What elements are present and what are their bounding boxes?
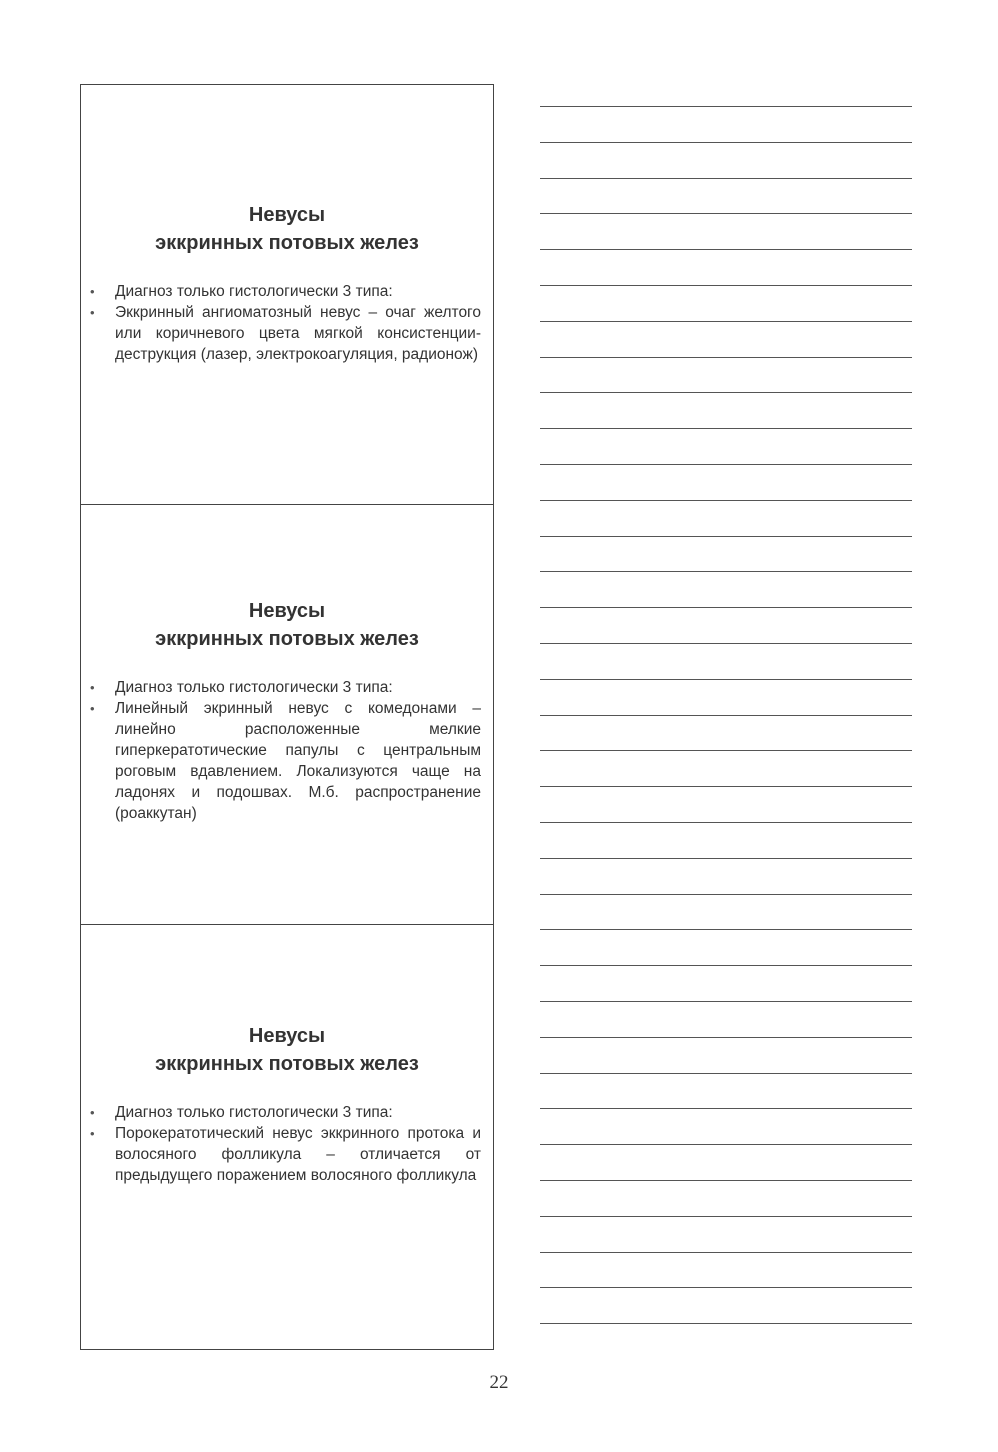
note-line <box>540 1144 912 1145</box>
bullet-text: Диагноз только гистологически 3 типа: <box>115 1104 393 1121</box>
bullet-item <box>87 1123 481 1186</box>
note-line <box>540 321 912 322</box>
note-line <box>540 1216 912 1217</box>
bullet-text: Линейный экринный невус с комедонами – линейно расположенные мелкие гиперкератотические папулы с центральным роговым вдавлением. Локализуются чаще на ладонях и подошвах. М.б. распространение (роаккутан) <box>115 700 481 822</box>
note-line <box>540 106 912 107</box>
note-line <box>540 786 912 787</box>
bullet-icon: • <box>90 1105 95 1120</box>
note-line <box>540 464 912 465</box>
note-line <box>540 428 912 429</box>
note-line <box>540 392 912 393</box>
note-line <box>540 571 912 572</box>
slide-title <box>81 201 493 257</box>
note-line <box>540 715 912 716</box>
note-line <box>540 858 912 859</box>
note-line <box>540 822 912 823</box>
bullet-list <box>87 677 481 824</box>
note-line <box>540 178 912 179</box>
note-line <box>540 750 912 751</box>
bullet-list <box>87 281 481 365</box>
bullet-icon: • <box>90 701 95 716</box>
note-line <box>540 679 912 680</box>
bullet-item <box>87 1102 481 1123</box>
slide-title-line-1: Невусы <box>248 1025 326 1047</box>
bullet-text: Диагноз только гистологически 3 типа: <box>115 283 393 300</box>
slide-title-line-2: эккринных потовых желез <box>155 232 419 254</box>
note-line <box>540 1073 912 1074</box>
bullet-text: Эккринный ангиоматозный невус – очаг желтого или коричневого цвета мягкой консистенции-деструкция (лазер, электрокоагуляция, радионож) <box>115 304 481 363</box>
note-line <box>540 1180 912 1181</box>
note-line <box>540 536 912 537</box>
slides-column <box>80 84 494 1350</box>
slide-title-line-1: Невусы <box>248 600 326 622</box>
note-line <box>540 1287 912 1288</box>
note-line <box>540 1323 912 1324</box>
slide-title <box>81 1022 493 1078</box>
bullet-list <box>87 1102 481 1186</box>
bullet-item <box>87 281 481 302</box>
note-line <box>540 1252 912 1253</box>
page-number: 22 <box>489 1372 509 1393</box>
bullet-item <box>87 698 481 824</box>
note-line <box>540 249 912 250</box>
bullet-item <box>87 302 481 365</box>
note-line <box>540 285 912 286</box>
bullet-icon: • <box>90 284 95 299</box>
slide-2 <box>81 505 493 925</box>
note-line <box>540 607 912 608</box>
bullet-text: Порокератотический невус эккринного протока и волосяного фолликула – отличается от предыдущего поражением волосяного фолликула <box>115 1125 481 1184</box>
note-line <box>540 643 912 644</box>
slide-title-line-1: Невусы <box>248 204 326 226</box>
slide-1 <box>81 85 493 505</box>
bullet-item <box>87 677 481 698</box>
bullet-icon: • <box>90 1126 95 1141</box>
note-line <box>540 1037 912 1038</box>
note-line <box>540 357 912 358</box>
note-line <box>540 929 912 930</box>
slide-title-line-2: эккринных потовых желез <box>155 628 419 650</box>
note-line <box>540 894 912 895</box>
bullet-text: Диагноз только гистологически 3 типа: <box>115 679 393 696</box>
slide-title-line-2: эккринных потовых желез <box>155 1053 419 1075</box>
note-line <box>540 142 912 143</box>
bullet-icon: • <box>90 680 95 695</box>
note-line <box>540 1108 912 1109</box>
slide-3 <box>81 925 493 1349</box>
bullet-icon: • <box>90 305 95 320</box>
note-line <box>540 965 912 966</box>
note-line <box>540 1001 912 1002</box>
notes-lines <box>540 106 912 1346</box>
note-line <box>540 213 912 214</box>
slide-title <box>81 597 493 653</box>
note-line <box>540 500 912 501</box>
